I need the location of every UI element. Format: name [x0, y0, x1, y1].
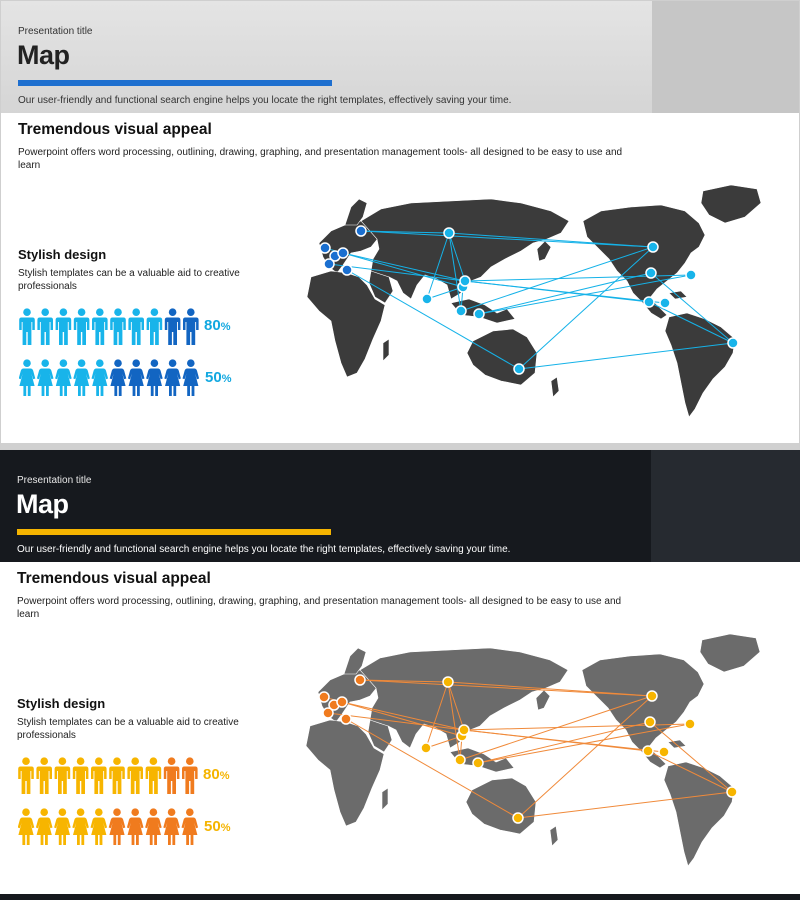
- man-icon: [110, 308, 126, 345]
- men-pictogram-svg: [18, 757, 200, 795]
- city-marker: [474, 309, 484, 319]
- woman-icon: [146, 359, 163, 396]
- man-icon: [37, 308, 53, 345]
- city-marker: [659, 747, 669, 757]
- route-line: [519, 247, 653, 369]
- city-marker: [459, 725, 469, 735]
- woman-icon: [109, 808, 126, 845]
- woman-icon: [163, 808, 180, 845]
- bottom-bar: [0, 894, 800, 900]
- design-body: Stylish templates can be a valuable aid to creative professionals: [18, 268, 240, 292]
- woman-icon: [54, 808, 71, 845]
- man-icon: [92, 308, 108, 345]
- city-marker: [644, 297, 654, 307]
- man-icon: [183, 308, 199, 345]
- man-icon: [165, 308, 181, 345]
- design-body: Stylish templates can be a valuable aid to creative professionals: [17, 717, 239, 741]
- city-marker: [337, 697, 347, 707]
- city-marker: [647, 691, 657, 701]
- city-marker: [685, 719, 695, 729]
- section-title: Tremendous visual appeal: [17, 570, 211, 587]
- pre-title: Presentation title: [17, 475, 92, 486]
- city-marker: [320, 243, 330, 253]
- header-band: [1, 1, 800, 113]
- city-marker: [355, 675, 365, 685]
- city-marker: [686, 270, 696, 280]
- city-marker: [455, 755, 465, 765]
- men-icon-row: [19, 308, 201, 346]
- women-percentage: 50%: [204, 818, 231, 835]
- city-marker: [422, 294, 432, 304]
- title-underline: [17, 529, 331, 535]
- city-marker: [728, 338, 738, 348]
- woman-icon: [36, 808, 53, 845]
- city-marker: [643, 746, 653, 756]
- section-body: Powerpoint offers word processing, outlining, drawing, graphing, and presentation management tools- all designed to be easy to use and learn: [17, 596, 622, 620]
- women-icon-row: [19, 359, 201, 397]
- city-marker: [648, 242, 658, 252]
- header-side-panel: [651, 450, 800, 562]
- woman-icon: [164, 359, 181, 396]
- header-band: [0, 450, 800, 562]
- city-marker: [443, 677, 453, 687]
- city-marker: [342, 265, 352, 275]
- woman-icon: [128, 359, 145, 396]
- bottom-bar: [1, 443, 800, 449]
- section-body: Powerpoint offers word processing, outlining, drawing, graphing, and presentation management tools- all designed to be easy to use and learn: [18, 147, 623, 171]
- woman-icon: [37, 359, 54, 396]
- route-line: [464, 730, 648, 751]
- women-percentage: 50%: [205, 369, 232, 386]
- men-percentage: 80%: [204, 317, 231, 334]
- man-icon: [164, 757, 180, 794]
- woman-icon: [73, 359, 90, 396]
- women-icon-row: [18, 808, 200, 846]
- city-marker: [660, 298, 670, 308]
- city-marker: [727, 787, 737, 797]
- man-icon: [18, 757, 34, 794]
- city-marker: [323, 708, 333, 718]
- city-marker: [341, 714, 351, 724]
- man-icon: [127, 757, 143, 794]
- city-marker: [473, 758, 483, 768]
- man-icon: [73, 757, 89, 794]
- subtitle: Our user-friendly and functional search engine helps you locate the right templates, effectively saving your time.: [18, 95, 512, 106]
- woman-icon: [19, 359, 35, 396]
- man-icon: [147, 308, 163, 345]
- subtitle: Our user-friendly and functional search engine helps you locate the right templates, effectively saving your time.: [17, 544, 511, 555]
- world-map: [300, 630, 778, 870]
- city-marker: [513, 813, 523, 823]
- city-marker: [444, 228, 454, 238]
- man-icon: [36, 757, 52, 794]
- pre-title: Presentation title: [18, 26, 93, 37]
- slide-orange: [0, 450, 800, 900]
- header-side-panel: [652, 1, 800, 113]
- woman-icon: [72, 808, 89, 845]
- woman-icon: [55, 359, 72, 396]
- man-icon: [55, 757, 71, 794]
- men-percentage: 80%: [203, 766, 230, 783]
- route-line: [478, 722, 650, 763]
- city-marker: [338, 248, 348, 258]
- title-underline: [18, 80, 332, 86]
- woman-icon: [110, 359, 127, 396]
- city-marker: [646, 268, 656, 278]
- woman-icon: [183, 359, 200, 396]
- city-marker: [421, 743, 431, 753]
- page-title: Map: [16, 489, 69, 519]
- route-line: [479, 273, 651, 314]
- city-marker: [456, 306, 466, 316]
- section-title: Tremendous visual appeal: [18, 121, 212, 138]
- man-icon: [109, 757, 125, 794]
- page-title: Map: [17, 40, 70, 70]
- woman-icon: [18, 808, 34, 845]
- woman-icon: [91, 808, 108, 845]
- city-marker: [324, 259, 334, 269]
- design-title: Stylish design: [17, 696, 106, 711]
- man-icon: [128, 308, 144, 345]
- women-pictogram-svg: [19, 359, 201, 397]
- city-marker: [356, 226, 366, 236]
- woman-icon: [127, 808, 144, 845]
- men-icon-row: [18, 757, 200, 795]
- man-icon: [182, 757, 198, 794]
- man-icon: [91, 757, 107, 794]
- design-title: Stylish design: [18, 247, 107, 262]
- city-marker: [514, 364, 524, 374]
- woman-icon: [145, 808, 162, 845]
- world-map: [301, 181, 779, 421]
- men-pictogram-svg: [19, 308, 201, 346]
- woman-icon: [92, 359, 109, 396]
- man-icon: [74, 308, 90, 345]
- city-marker: [319, 692, 329, 702]
- route-line: [518, 696, 652, 818]
- man-icon: [146, 757, 162, 794]
- city-marker: [645, 717, 655, 727]
- man-icon: [19, 308, 35, 345]
- city-marker: [460, 276, 470, 286]
- women-pictogram-svg: [18, 808, 200, 846]
- route-line: [465, 281, 649, 302]
- man-icon: [56, 308, 72, 345]
- woman-icon: [182, 808, 199, 845]
